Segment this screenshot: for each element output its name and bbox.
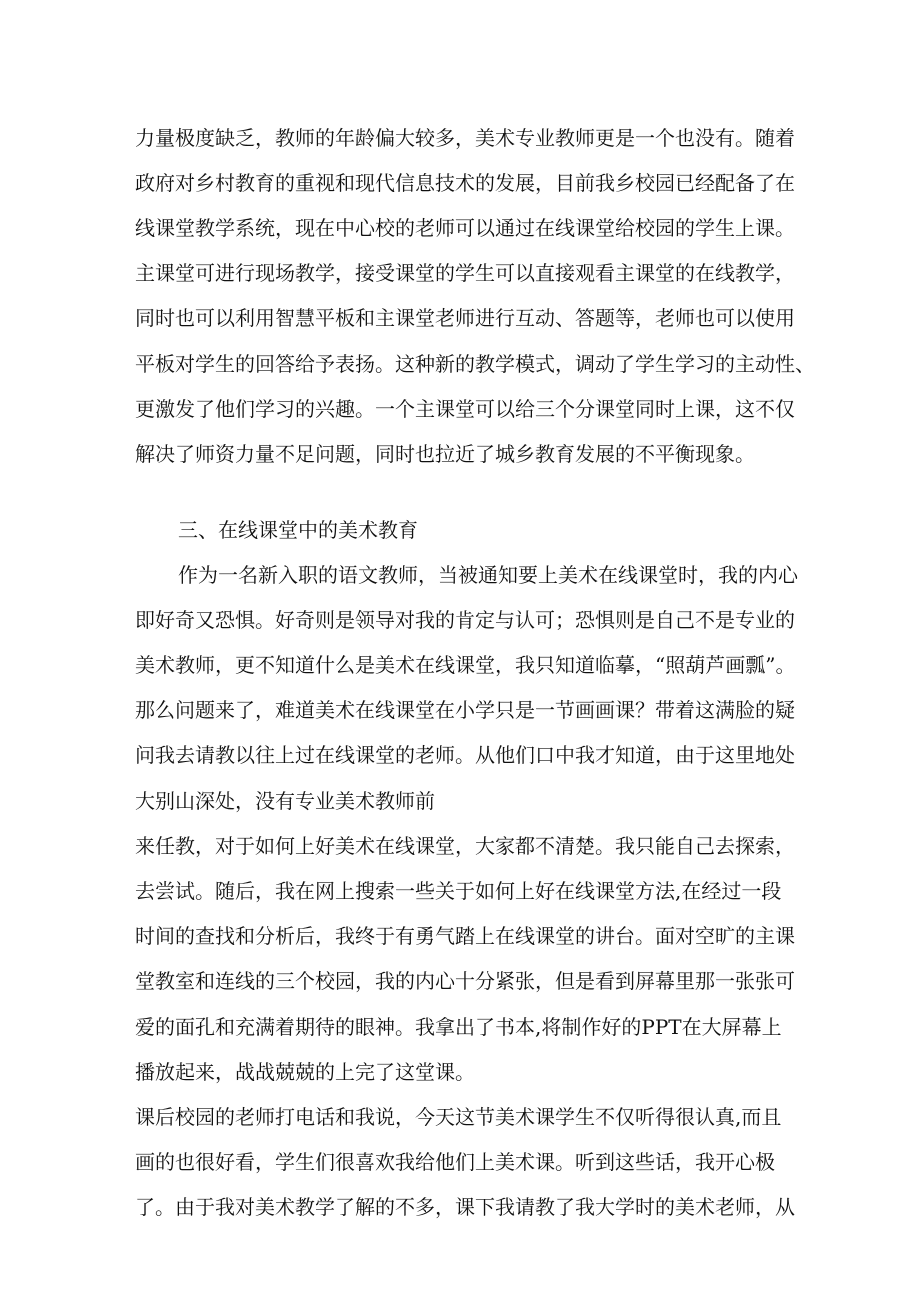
paragraph-line: 同时也可以利用智慧平板和主课堂老师进行互动、答题等，老师也可以使用 [135,306,795,330]
paragraph-line: 美术教师，更不知道什么是美术在线课堂，我只知道临摹，“照葫芦画瓢”。 [135,653,796,677]
paragraph-line: 即好奇又恐惧。好奇则是领导对我的肯定与认可；恐惧则是自己不是专业的 [135,608,795,632]
paragraph-line: 课后校园的老师打电话和我说，今天这节美术课学生不仅听得很认真,而且 [135,1105,782,1129]
paragraph-line: 平板对学生的回答给予表扬。这种新的教学模式，调动了学生学习的主动性、 [135,352,815,376]
paragraph-line: 问我去请教以往上过在线课堂的老师。从他们口中我才知道，由于这里地处 [135,743,795,767]
paragraph-line: 主课堂可进行现场教学，接受课堂的学生可以直接观看主课堂的在线教学， [135,261,795,285]
paragraph-line: 政府对乡村教育的重视和现代信息技术的发展，目前我乡校园已经配备了在 [135,171,795,195]
paragraph-line: 去尝试。随后，我在网上搜索一些关于如何上好在线课堂方法,在经过一段 [135,879,782,903]
paragraph-line: 来任教，对于如何上好美术在线课堂，大家都不清楚。我只能自己去探索， [135,834,795,858]
paragraph-line: 力量极度缺乏，教师的年龄偏大较多，美术专业教师更是一个也没有。随着 [135,126,795,150]
paragraph-line: 播放起来，战战兢兢的上完了这堂课。 [135,1060,475,1084]
paragraph-line: 大别山深处，没有专业美术教师前 [135,789,435,813]
section-heading: 三、在线课堂中的美术教育 [178,518,418,542]
paragraph-line: 作为一名新入职的语文教师，当被通知要上美术在线课堂时，我的内心 [178,563,798,587]
paragraph-line: 更激发了他们学习的兴趣。一个主课堂可以给三个分课堂同时上课，这不仅 [135,397,795,421]
paragraph-line: 爱的面孔和充满着期待的眼神。我拿出了书本,将制作好的PPT在大屏幕上 [135,1015,782,1039]
paragraph-line: 画的也很好看，学生们很喜欢我给他们上美术课。听到这些话，我开心极 [135,1150,775,1174]
paragraph-line: 解决了师资力量不足问题，同时也拉近了城乡教育发展的不平衡现象。 [135,442,755,466]
paragraph-line: 那么问题来了，难道美术在线课堂在小学只是一节画画课？带着这满脸的疑 [135,698,795,722]
paragraph-line: 线课堂教学系统，现在中心校的老师可以通过在线课堂给校园的学生上课。 [135,216,795,240]
paragraph-line: 了。由于我对美术教学了解的不多，课下我请教了我大学时的美术老师，从 [135,1195,795,1219]
paragraph-line: 时间的查找和分析后，我终于有勇气踏上在线课堂的讲台。面对空旷的主课 [135,924,795,948]
paragraph-line: 堂教室和连线的三个校园，我的内心十分紧张，但是看到屏幕里那一张张可 [135,969,795,993]
